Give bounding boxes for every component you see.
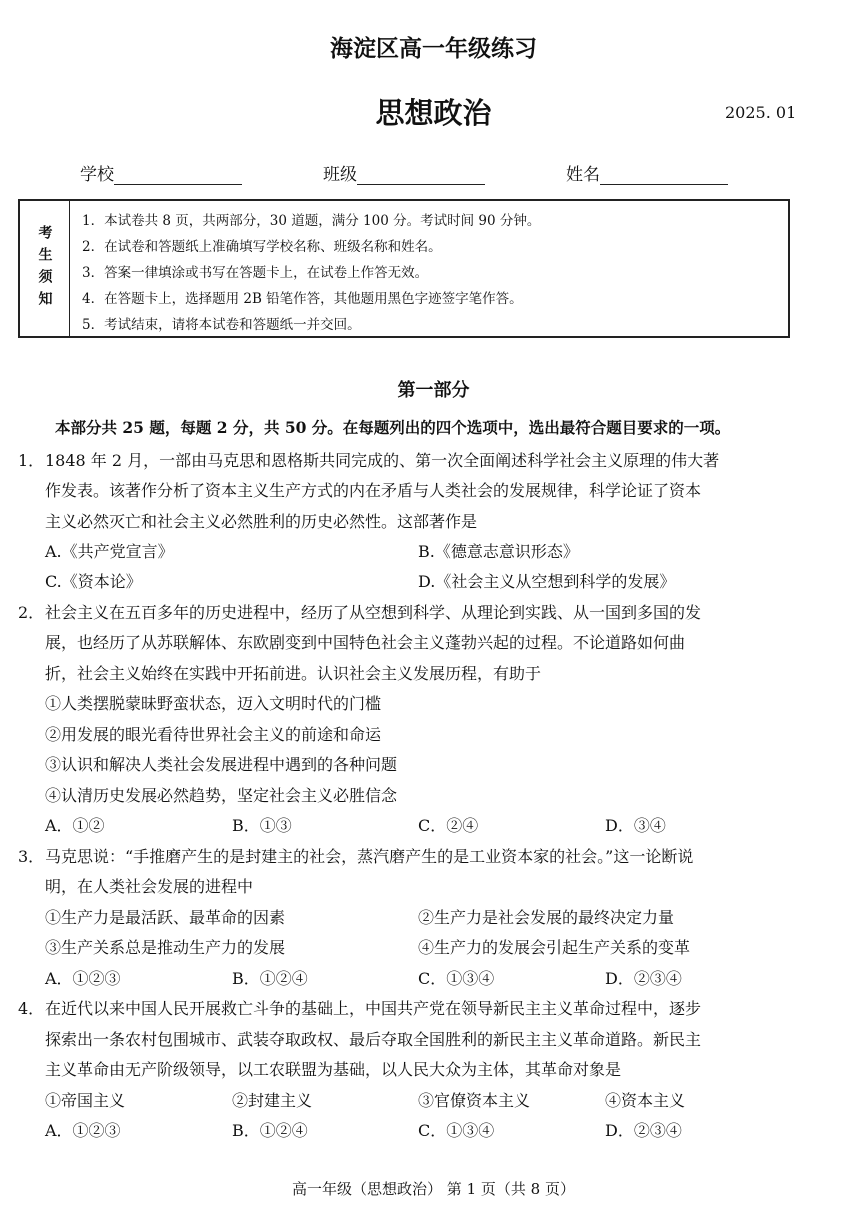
option-d[interactable]: D．②③④: [605, 1121, 682, 1140]
question-number: 1．: [18, 451, 45, 470]
option-b[interactable]: B．①③: [232, 816, 292, 835]
class-label: 班级: [323, 165, 357, 185]
question-number: 4．: [18, 999, 45, 1018]
notice-item: 1．本试卷共 8 页，共两部分，30 道题，满分 100 分。考试时间 90 分钟。: [82, 213, 541, 229]
question-text-line: 主义必然灭亡和社会主义必然胜利的历史必然性。这部著作是: [45, 512, 478, 531]
question-number: 3．: [18, 847, 45, 866]
school-blank[interactable]: [114, 166, 242, 185]
exam-header-title: 海淀区高一年级练习: [330, 35, 537, 62]
notice-label: 考生须知: [36, 224, 53, 313]
option-d[interactable]: D.《社会主义从空想到科学的发展》: [418, 572, 676, 591]
option-c[interactable]: C.《资本论》: [45, 572, 142, 591]
statement: ①生产力是最活跃、最革命的因素: [45, 908, 286, 927]
page-footer: 高一年级（思想政治） 第 1 页（共 8 页）: [292, 1180, 575, 1198]
option-a[interactable]: A.《共产党宣言》: [45, 542, 174, 561]
statement: ②封建主义: [232, 1091, 313, 1110]
option-a[interactable]: A．①②: [45, 816, 105, 835]
question-text-line: 作发表。该著作分析了资本主义生产方式的内在矛盾与人类社会的发展规律，科学论证了资本: [45, 481, 702, 500]
name-label: 姓名: [566, 165, 600, 185]
option-d[interactable]: D．②③④: [605, 969, 682, 988]
question-text-line: 明，在人类社会发展的进程中: [45, 877, 254, 896]
question-text-line: 主义革命由无产阶级领导，以工农联盟为基础，以人民大众为主体，其革命对象是: [45, 1060, 622, 1079]
option-c[interactable]: C．②④: [418, 816, 479, 835]
question-text-line: 探索出一条农村包围城市、武装夺取政权、最后夺取全国胜利的新民主主义革命道路。新民主: [45, 1030, 702, 1049]
school-field[interactable]: [80, 160, 242, 185]
statement: ③生产关系总是推动生产力的发展: [45, 938, 286, 957]
name-field[interactable]: [566, 160, 728, 185]
statement: ④生产力的发展会引起生产关系的变革: [418, 938, 691, 957]
name-blank[interactable]: [600, 166, 728, 185]
option-b[interactable]: B.《德意志意识形态》: [418, 542, 579, 561]
question-number: 2．: [18, 603, 45, 622]
statement: ④资本主义: [605, 1091, 686, 1110]
notice-item: 2．在试卷和答题纸上准确填写学校名称、班级名称和姓名。: [82, 239, 442, 255]
statement: ②用发展的眼光看待世界社会主义的前途和命运: [45, 725, 382, 744]
statement: ②生产力是社会发展的最终决定力量: [418, 908, 675, 927]
option-c[interactable]: C．①③④: [418, 969, 495, 988]
notice-label-cell: [20, 201, 70, 336]
option-a[interactable]: A．①②③: [45, 969, 121, 988]
part-title: 第一部分: [397, 380, 470, 401]
statement: ③官僚资本主义: [418, 1091, 531, 1110]
statement: ①帝国主义: [45, 1091, 126, 1110]
school-label: 学校: [80, 165, 114, 185]
option-b[interactable]: B．①②④: [232, 1121, 308, 1140]
notice-item: 5．考试结束，请将本试卷和答题纸一并交回。: [82, 317, 361, 333]
question-text-line: 社会主义在五百多年的历史进程中，经历了从空想到科学、从理论到实践、从一国到多国的发: [45, 603, 702, 622]
question-text-line: 1848 年 2 月，一部由马克思和恩格斯共同完成的、第一次全面阐述科学社会主义原理的伟大著: [45, 451, 720, 470]
notice-item: 3．答案一律填涂或书写在答题卡上，在试卷上作答无效。: [82, 265, 429, 281]
question-text-line: 展，也经历了从苏联解体、东欧剧变到中国特色社会主义蓬勃兴起的过程。不论道路如何曲: [45, 633, 686, 652]
option-d[interactable]: D．③④: [605, 816, 666, 835]
notice-item: 4．在答题卡上，选择题用 2B 铅笔作答，其他题用黑色字迹签字笔作答。: [82, 291, 523, 307]
class-field[interactable]: [323, 160, 485, 185]
question-text-line: 马克思说：“手推磨产生的是封建主的社会，蒸汽磨产生的是工业资本家的社会。”这一论断说: [45, 847, 694, 866]
statement: ①人类摆脱蒙昧野蛮状态，迈入文明时代的门槛: [45, 694, 382, 713]
statement: ③认识和解决人类社会发展进程中遇到的各种问题: [45, 755, 398, 774]
option-c[interactable]: C．①③④: [418, 1121, 495, 1140]
exam-date: 2025. 01: [725, 103, 797, 122]
option-a[interactable]: A．①②③: [45, 1121, 121, 1140]
statement: ④认清历史发展必然趋势，坚定社会主义必胜信念: [45, 786, 398, 805]
option-b[interactable]: B．①②④: [232, 969, 308, 988]
notice-box: [18, 199, 790, 338]
question-text-line: 折，社会主义始终在实践中开拓前进。认识社会主义发展历程，有助于: [45, 664, 542, 683]
question-text-line: 在近代以来中国人民开展救亡斗争的基础上，中国共产党在领导新民主主义革命过程中，逐步: [45, 999, 702, 1018]
part-description: 本部分共 25 题，每题 2 分，共 50 分。在每题列出的四个选项中，选出最符合题目要求的一项。: [55, 418, 731, 437]
class-blank[interactable]: [357, 166, 485, 185]
subject-title: 思想政治: [375, 96, 492, 130]
